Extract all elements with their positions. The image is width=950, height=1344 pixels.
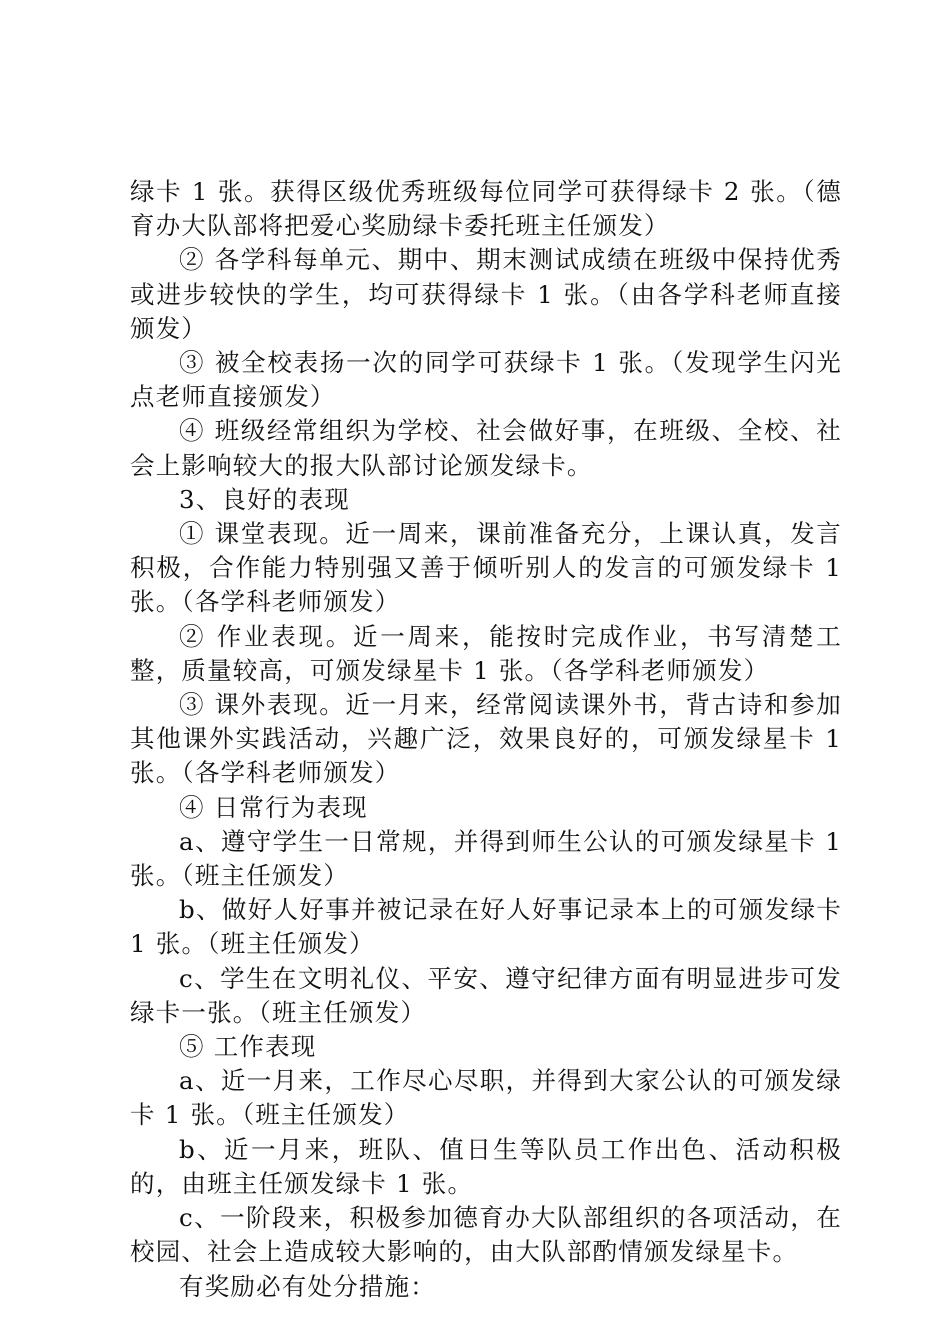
paragraph: a、遵守学生一日常规，并得到师生公认的可颁发绿星卡 1 张。（班主任颁发） xyxy=(130,826,842,891)
paragraph: ④ 班级经常组织为学校、社会做好事，在班级、全校、社会上影响较大的报大队部讨论颁发绿卡。 xyxy=(130,416,842,480)
paragraph: a、近一月来，工作尽心尽职，并得到大家公认的可颁发绿卡 1 张。（班主任颁发） xyxy=(130,1066,842,1130)
paragraph: b、近一月来，班队、值日生等队员工作出色、活动积极的，由班主任颁发绿卡 1 张。 xyxy=(130,1134,842,1198)
subsection-heading: ④ 日常行为表现 xyxy=(179,792,368,822)
document-body xyxy=(130,175,842,1304)
paragraph: ② 作业表现。近一周来，能按时完成作业，书写清楚工整，质量较高，可颁发绿星卡 1 张。（各学科老师颁发） xyxy=(130,621,842,685)
section-heading: 3、良好的表现 xyxy=(179,484,350,514)
paragraph: c、一阶段来，积极参加德育办大队部组织的各项活动，在校园、社会上造成较大影响的，由大队部酌情颁发绿星卡。 xyxy=(130,1203,842,1267)
paragraph: ② 各学科每单元、期中、期末测试成绩在班级中保持优秀或进步较快的学生，均可获得绿卡 1 张。（由各学科老师直接颁发） xyxy=(130,245,842,343)
paragraph: 绿卡 1 张。获得区级优秀班级每位同学可获得绿卡 2 张。（德育办大队部将把爱心奖励绿卡委托班主任颁发） xyxy=(130,177,842,241)
subsection-heading: ⑤ 工作表现 xyxy=(179,1032,317,1062)
closing-paragraph: 有奖励必有处分措施： xyxy=(179,1271,436,1301)
paragraph: c、学生在文明礼仪、平安、遵守纪律方面有明显进步可发绿卡一张。（班主任颁发） xyxy=(130,963,842,1027)
paragraph: ③ 被全校表扬一次的同学可获绿卡 1 张。（发现学生闪光点老师直接颁发） xyxy=(130,348,842,412)
paragraph: ① 课堂表现。近一周来，课前准备充分，上课认真，发言积极，合作能力特别强又善于倾听别人的发言的可颁发绿卡 1 张。（各学科老师颁发） xyxy=(130,519,842,617)
paragraph: b、做好人好事并被记录在好人好事记录本上的可颁发绿卡 1 张。（班主任颁发） xyxy=(130,895,842,959)
paragraph: ③ 课外表现。近一月来，经常阅读课外书，背古诗和参加其他课外实践活动，兴趣广泛，效果良好的，可颁发绿星卡 1 张。（各学科老师颁发） xyxy=(130,690,842,788)
